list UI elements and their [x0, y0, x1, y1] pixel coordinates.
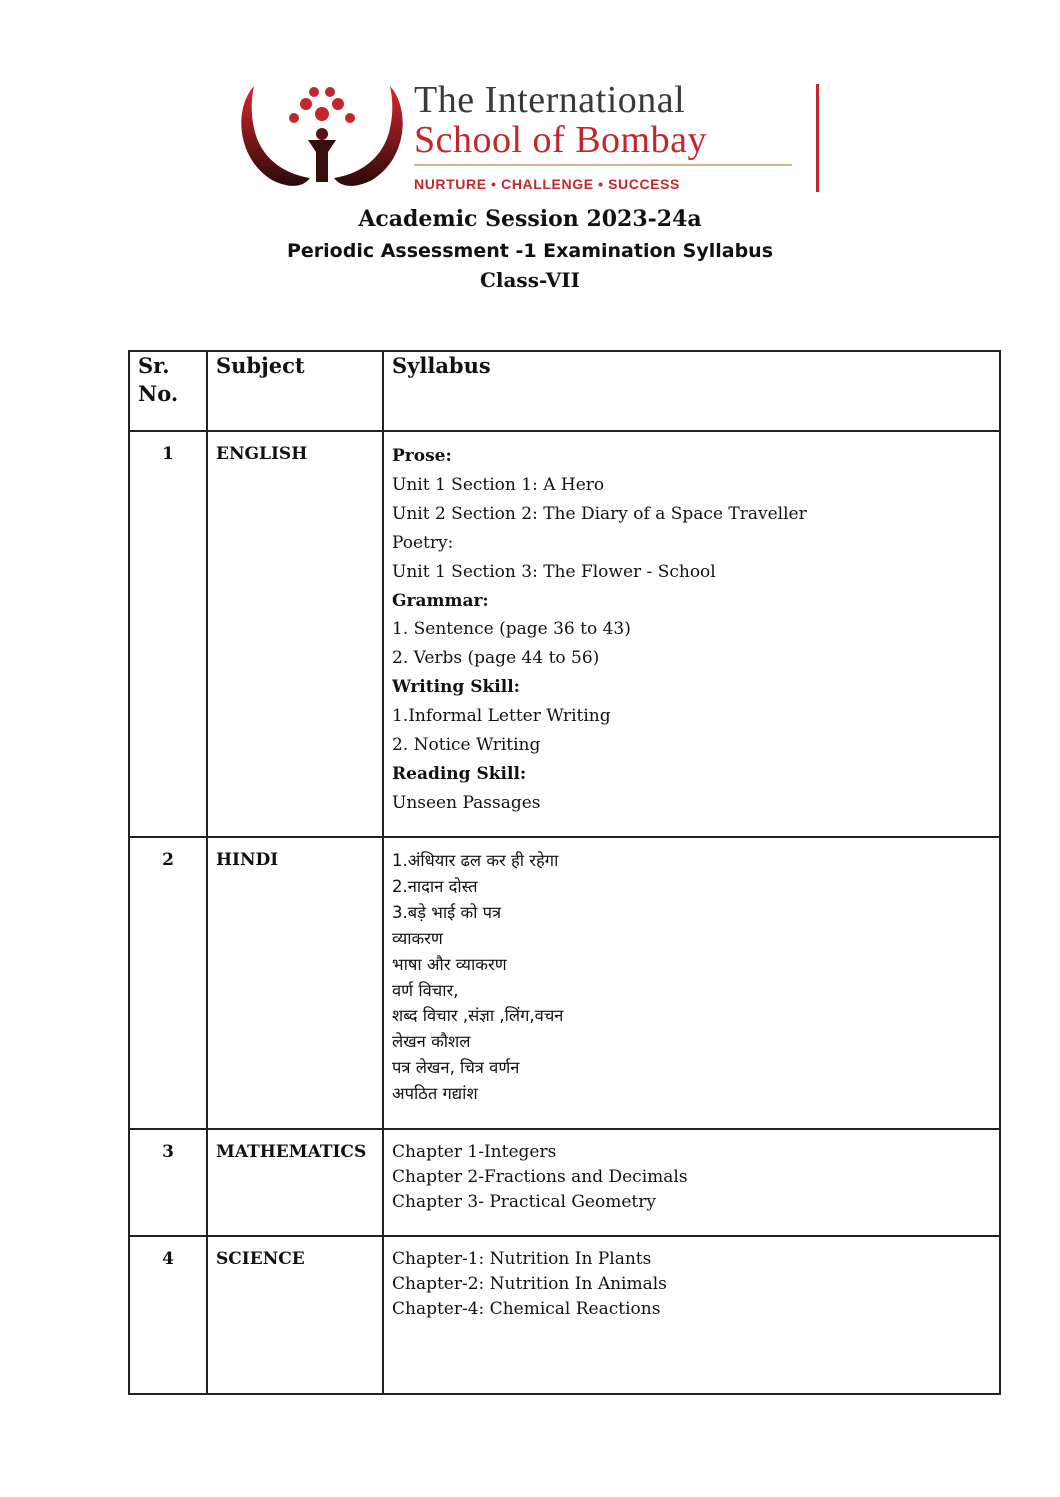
subject-cell: ENGLISH [207, 431, 383, 837]
logo-divider [414, 164, 792, 166]
syllabus-line: Unseen Passages [392, 792, 541, 813]
syllabus-line: पत्र लेखन, चित्र वर्णन [392, 1058, 520, 1078]
school-name-line2: School of Bombay [414, 119, 707, 161]
logo-vertical-bar [816, 84, 819, 192]
syllabus-line: Writing Skill: [392, 677, 520, 698]
syllabus-line: व्याकरण [392, 928, 443, 948]
syllabus-line: Poetry: [392, 532, 454, 553]
syllabus-line: Chapter-1: Nutrition In Plants [392, 1249, 652, 1269]
syllabus-line: वर्ण विचार, [392, 980, 459, 1000]
syllabus-line: 2. Notice Writing [392, 735, 541, 756]
table-row [129, 1236, 1000, 1394]
syllabus-line: 1. Sentence (page 36 to 43) [392, 619, 631, 640]
header-subject: Subject [207, 351, 383, 431]
syllabus-cell [383, 837, 1000, 1129]
header-sr-line1: Sr. [138, 353, 170, 378]
school-logo [232, 78, 822, 196]
syllabus-line: भाषा और व्याकरण [392, 954, 507, 974]
syllabus-line: 3.बड़े भाई को पत्र [392, 902, 502, 922]
subject-cell: MATHEMATICS [207, 1129, 383, 1236]
table-row [129, 431, 1000, 837]
syllabus-line: लेखन कौशल [392, 1032, 471, 1052]
lotus-hands-emblem-icon [232, 78, 412, 196]
table-row [129, 1129, 1000, 1236]
syllabus-line: 1.Informal Letter Writing [392, 706, 611, 727]
syllabus-line: Chapter 2-Fractions and Decimals [392, 1167, 688, 1187]
sr-no-cell: 2 [129, 837, 207, 1129]
syllabus-line: Chapter-4: Chemical Reactions [392, 1299, 661, 1319]
syllabus-line: Chapter 3- Practical Geometry [392, 1192, 656, 1212]
syllabus-line: Chapter 1-Integers [392, 1142, 557, 1162]
syllabus-line: Chapter-2: Nutrition In Animals [392, 1274, 667, 1294]
syllabus-line: Unit 1 Section 1: A Hero [392, 474, 605, 495]
subject-cell: HINDI [207, 837, 383, 1129]
sr-no-cell: 1 [129, 431, 207, 837]
table-row [129, 837, 1000, 1129]
sr-no-cell: 4 [129, 1236, 207, 1394]
syllabus-line: Unit 1 Section 3: The Flower - School [392, 561, 716, 582]
syllabus-cell [383, 431, 1000, 837]
exam-title: Periodic Assessment -1 Examination Syllabus [286, 240, 774, 262]
syllabus-line: 2.नादान दोस्त [392, 876, 478, 896]
syllabus-line: अपठित गद्यांश [392, 1084, 478, 1104]
school-name-line1: The International [414, 79, 686, 121]
syllabus-line: शब्द विचार ,संज्ञा ,लिंग,वचन [392, 1006, 564, 1026]
class-title: Class-VII [479, 268, 581, 292]
sr-no-cell: 3 [129, 1129, 207, 1236]
syllabus-line: Unit 2 Section 2: The Diary of a Space Traveller [392, 503, 807, 524]
syllabus-cell [383, 1236, 1000, 1394]
syllabus-line: Prose: [392, 446, 452, 466]
syllabus-cell [383, 1129, 1000, 1236]
syllabus-line: Grammar: [392, 590, 489, 611]
syllabus-line: 2. Verbs (page 44 to 56) [392, 648, 600, 669]
syllabus-table [128, 350, 1001, 1395]
school-motto: NURTURE • CHALLENGE • SUCCESS [414, 176, 680, 192]
header-syllabus: Syllabus [383, 351, 1000, 431]
syllabus-line: 1.अंधियार ढल कर ही रहेगा [392, 851, 559, 870]
syllabus-line: Reading Skill: [392, 763, 527, 784]
subject-cell: SCIENCE [207, 1236, 383, 1394]
table-header-row [129, 351, 1000, 431]
header-sr-line2: No. [138, 381, 179, 406]
header-sr-no [129, 351, 207, 431]
session-title: Academic Session 2023-24a [358, 206, 702, 232]
